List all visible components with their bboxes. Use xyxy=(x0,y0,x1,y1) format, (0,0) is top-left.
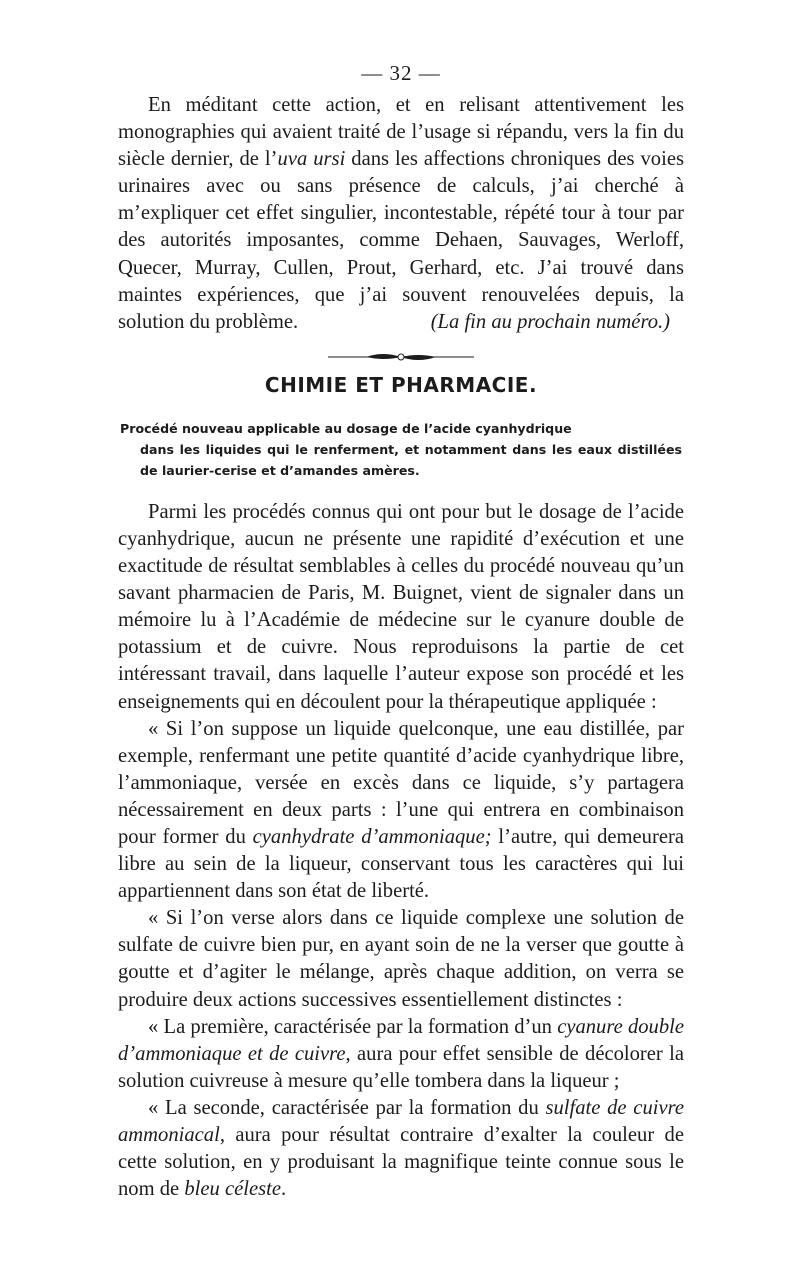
body-paragraph-3: « Si l’on verse alors dans ce liquide complexe une solution de sulfate de cuivre bien pur, en ayant soin de ne la verser que goutte à goutte et d’agiter le mélange, après chaque addition, on verra se produire deux actions successives essentiellement distinctes : xyxy=(118,907,684,1011)
p6-text-a: « La seconde, caractérisée par la formation du xyxy=(148,1096,546,1119)
continued-note: (La fin au prochain numéro.) xyxy=(430,310,670,333)
p6-italic: sulfate de cuivre ammoniacal xyxy=(118,1096,684,1146)
section-title: CHIMIE ET PHARMACIE. xyxy=(264,372,538,397)
intro-text-b: dans les affections chroniques des voies urinaires avec ou sans présence de calculs, j’ai cherché à m’expliquer cet effet singulier, incontestable, répété tour à tour par des autorités imposantes, comme Dehaen, Sauvages, Werloff, Quecer, Murray, Cullen, Prout, Gerhard, etc. J’ai trouvé dans maintes expériences, que j’ai souvent renouvelées depuis, la solution du problème. xyxy=(118,148,684,333)
intro-paragraph xyxy=(118,92,684,336)
subtitle-line-1: Procédé nouveau applicable au dosage de l’acide cyanhydrique xyxy=(120,420,572,436)
document-page xyxy=(118,60,684,1203)
p5-text-a: « La première, caractérisée par la formation d’un xyxy=(148,1015,558,1038)
body-paragraph-5 xyxy=(118,1095,684,1203)
intro-text-a: En méditant cette action, et en relisant attentivement les monographies qui avaient traité de l’usage si répandu, vers la fin du siècle dernier, de l’ xyxy=(118,94,684,171)
p6-italic-2: bleu céleste xyxy=(184,1178,281,1201)
body-paragraph-4 xyxy=(118,1014,684,1095)
body-paragraph-1: Parmi les procédés connus qui ont pour but le dosage de l’acide cyanhydrique, aucun ne présente une rapidité d’exécution et une exactitude de résultat semblables à celles du procédé nouveau qu’un savant pharmacien de Paris, M. Buignet, vient de signaler dans un mémoire lu à l’Académie de médecine sur le cyanure double de potassium et de cuivre. Nous reproduisons la partie de cet intéressant travail, dans laquelle l’auteur expose son procédé et les enseignements qui en découlent pour la thérapeutique appliquée : xyxy=(118,500,684,713)
p3-text-b: l’autre, qui demeurera libre au sein de la liqueur, conservant tous les caractères qui lui appartiennent dans son état de liberté. xyxy=(118,825,684,903)
divider-ornament xyxy=(326,350,476,364)
intro-uva-ursi: uva ursi xyxy=(277,148,346,171)
p5-italic: cyanure double d’ammoniaque et de cuivre xyxy=(118,1015,684,1065)
p3-italic: cyanhydrate d’ammoniaque; xyxy=(252,825,492,848)
p3-text-a: « Si l’on suppose un liquide quelconque, une eau distillée, par exemple, renfermant une petite quantité d’acide cyanhydrique libre, l’ammoniaque, versée en excès dans ce liquide, s’y partagera nécessairement en deux parts : l’une qui entrera en combinaison pour former du xyxy=(118,717,684,848)
p6-text-b: , aura pour résultat contraire d’exalter la couleur de cette solution, en y produisant la magnifique teinte connue sous le nom de xyxy=(118,1124,684,1201)
subtitle-rest: dans les liquides qui le renferment, et notamment dans les eaux distillées de laurier-cerise et d’amandes amères. xyxy=(140,441,682,478)
p5-text-b: , aura pour effet sensible de décolorer la solution cuivreuse à mesure qu’elle tombera dans la liqueur ; xyxy=(118,1042,684,1092)
p6-text-c: . xyxy=(280,1178,287,1201)
page-number: — 32 — xyxy=(361,61,441,85)
article-subtitle xyxy=(118,418,684,481)
body-paragraph-2 xyxy=(118,716,684,906)
